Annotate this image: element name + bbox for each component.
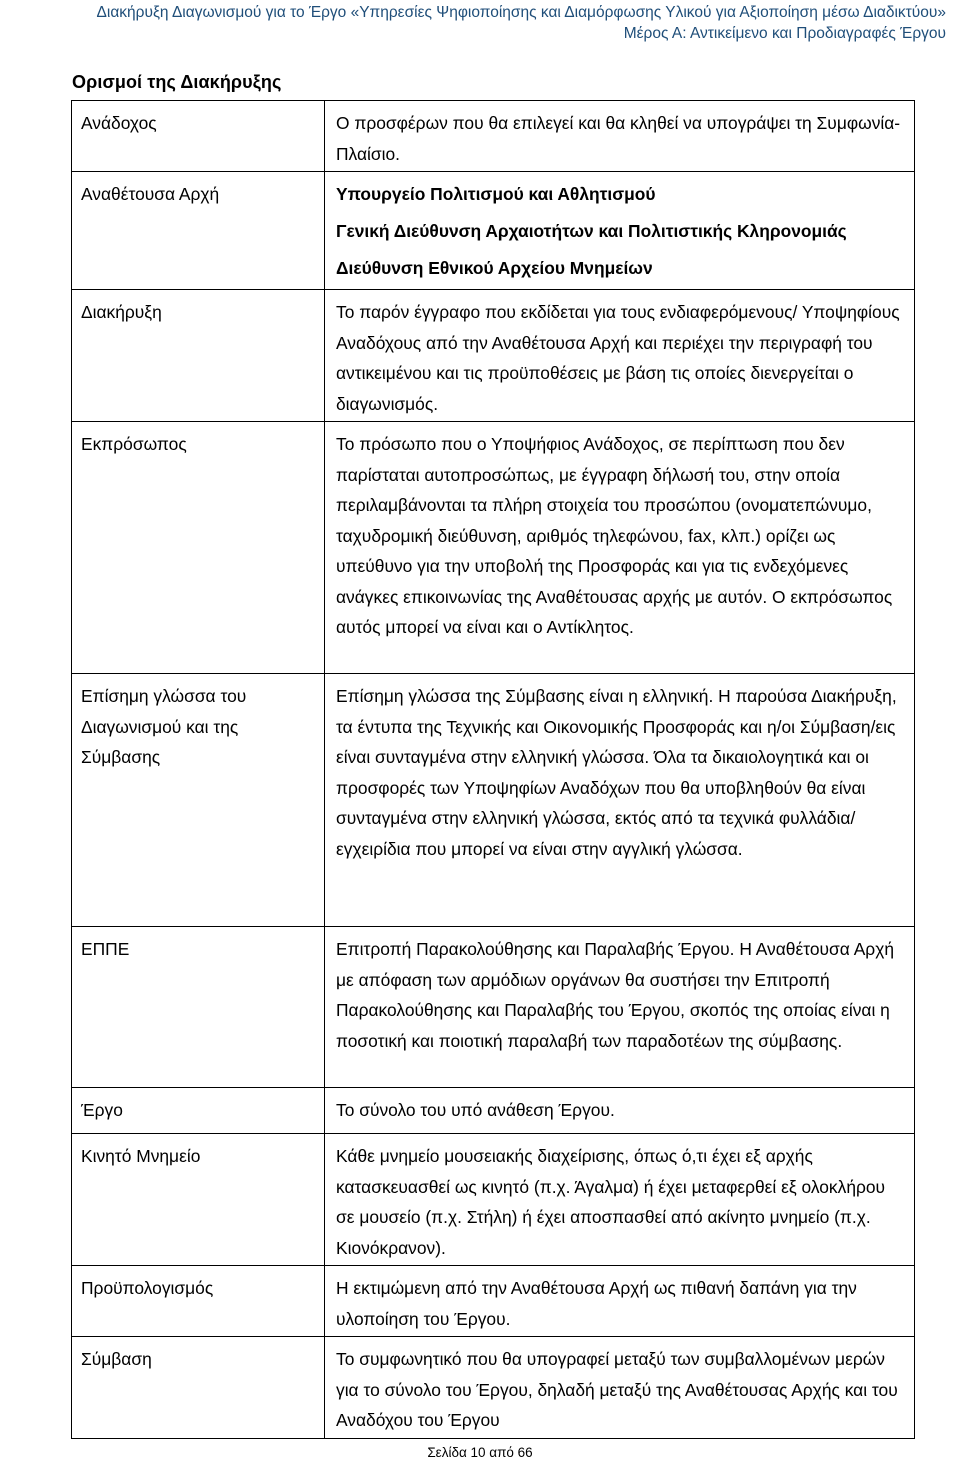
term-cell: Αναθέτουσα Αρχή [72,172,325,290]
table-row [72,1266,915,1337]
definition-cell: Ο προσφέρων που θα επιλεγεί και θα κληθεί να υπογράψει τη Συμφωνία-Πλαίσιο. [325,101,915,172]
table-row [72,422,915,674]
table-row [72,101,915,172]
page-number: Σελίδα 10 από 66 [427,1445,533,1460]
table-row [72,674,915,927]
definition-cell: Η εκτιμώμενη από την Αναθέτουσα Αρχή ως πιθανή δαπάνη για την υλοποίηση του Έργου. [325,1266,915,1337]
header-title: Διακήρυξη Διαγωνισμού για το Έργο «Υπηρεσίες Ψηφιοποίησης και Διαμόρφωσης Υλικού για Αξιοποίηση μέσω Διαδικτύου» [96,4,946,21]
term-cell: ΕΠΠΕ [72,927,325,1088]
definition-cell: Κάθε μνημείο μουσειακής διαχείρισης, όπως ό,τι έχει εξ αρχής κατασκευασθεί ως κινητό (π.χ. Άγαλμα) ή έχει μεταφερθεί εξ ολοκλήρου σε μουσείο (π.χ. Στήλη) ή έχει αποσπασθεί από ακίνητο μνημείο (π.χ. Κιονόκρανον). [325,1134,915,1266]
definition-cell: Επίσημη γλώσσα της Σύμβασης είναι η ελληνική. Η παρούσα Διακήρυξη, τα έντυπα της Τεχνικής και Οικονομικής Προσφοράς και η/οι Σύμβαση/εις είναι συνταγμένα στην ελληνική γλώσσα. Όλα τα δικαιολογητικά και οι προσφορές των Υποψηφίων Αναδόχων που θα υποβληθούν θα είναι συνταγμένα στην ελληνική γλώσσα, εκτός από τα τεχνικά φυλλάδια/ εγχειρίδια που μπορεί να είναι στην αγγλική γλώσσα. [325,674,915,927]
term-cell: Διακήρυξη [72,290,325,422]
term-cell: Έργο [72,1088,325,1134]
header-subtitle: Μέρος Α: Αντικείμενο και Προδιαγραφές Έργου [623,25,946,42]
definition-cell: Το πρόσωπο που ο Υποψήφιος Ανάδοχος, σε περίπτωση που δεν παρίσταται αυτοπροσώπως, με έγγραφη δήλωσή του, στην οποία περιλαμβάνονται τα πλήρη στοιχεία του προσώπου (ονοματεπώνυμο, ταχυδρομική διεύθυνση, αριθμός τηλεφώνου, fax, κλπ.) ορίζει ως υπεύθυνο για την υποβολή της Προσφοράς και για τις ενδεχόμενες ανάγκες επικοινωνίας της Αναθέτουσας αρχής με αυτόν. Ο εκπρόσωπος αυτός μπορεί να είναι και ο Αντίκλητος. [325,422,915,674]
definition-cell: Το παρόν έγγραφο που εκδίδεται για τους ενδιαφερόμενους/ Υποψηφίους Αναδόχους από την Αναθέτουσα Αρχή και περιέχει την περιγραφή του αντικειμένου και τις προϋποθέσεις με βάση τις οποίες διενεργείται ο διαγωνισμός. [325,290,915,422]
table-row [72,172,915,290]
table-row [72,1088,915,1134]
table-row [72,1134,915,1266]
ministry-name: Υπουργείο Πολιτισμού και Αθλητισμού [336,184,656,204]
term-cell: Εκπρόσωπος [72,422,325,674]
directorate-name: Διεύθυνση Εθνικού Αρχείου Μνημείων [336,258,653,278]
term-cell: Προϋπολογισμός [72,1266,325,1337]
term-cell: Κινητό Μνημείο [72,1134,325,1266]
definition-cell: Το συμφωνητικό που θα υπογραφεί μεταξύ των συμβαλλομένων μερών για το σύνολο του Έργου, δηλαδή μεταξύ της Αναθέτουσας Αρχής και του Αναδόχου του Έργου [325,1337,915,1439]
definitions-table [71,100,915,1439]
table-row [72,927,915,1088]
term-cell: Ανάδοχος [72,101,325,172]
definition-cell [325,172,915,290]
document-header [97,2,946,44]
definition-cell: Επιτροπή Παρακολούθησης και Παραλαβής Έργου. Η Αναθέτουσα Αρχή με απόφαση των αρμόδιων οργάνων θα συστήσει την Επιτροπή Παρακολούθησης και Παραλαβής του Έργου, σκοπός της οποίας είναι η ποσοτική και ποιοτική παραλαβή των παραδοτέων της σύμβασης. [325,927,915,1088]
table-row [72,1337,915,1439]
table-row [72,290,915,422]
general-directorate-name: Γενική Διεύθυνση Αρχαιοτήτων και Πολιτιστικής Κληρονομιάς [336,221,847,241]
section-title: Ορισμοί της Διακήρυξης [72,72,282,92]
definition-cell: Το σύνολο του υπό ανάθεση Έργου. [325,1088,915,1134]
term-cell: Επίσημη γλώσσα του Διαγωνισμού και της Σύμβασης [72,674,325,927]
term-cell: Σύμβαση [72,1337,325,1439]
